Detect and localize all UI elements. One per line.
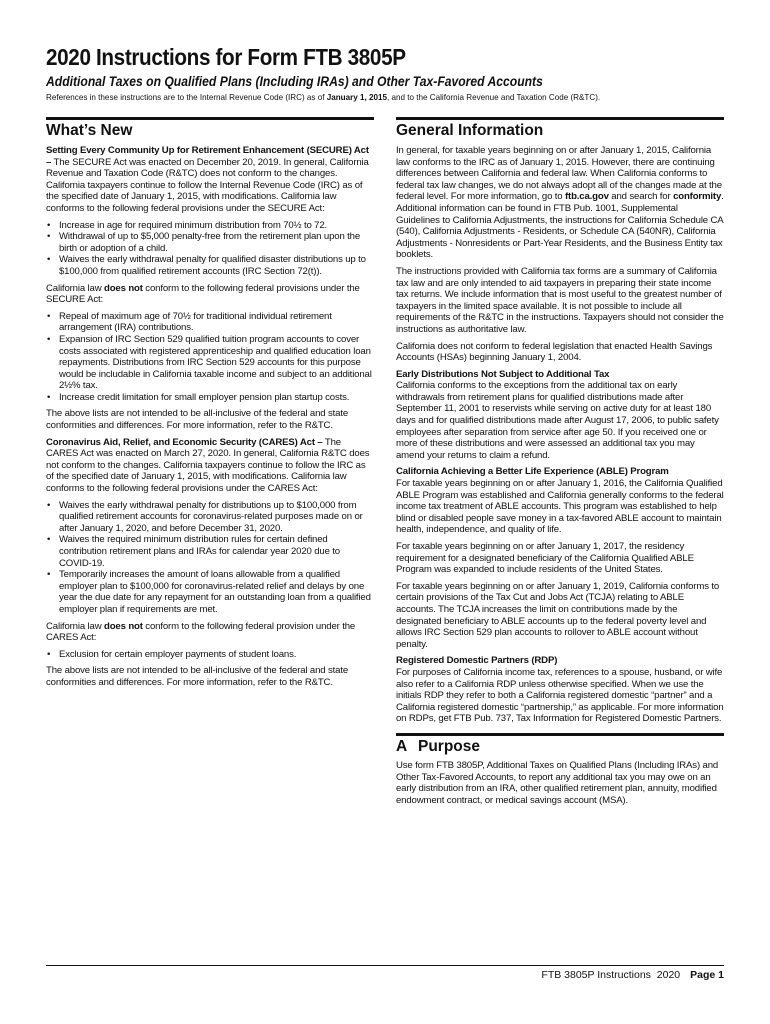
list-item: • Waives the early withdrawal penalty for distributions up to $100,000 from qualified retirement accounts for coronavirus-related purposes made on or after January 1, 2020, and before December 31, 2020. [46,500,374,535]
able-paragraph: For taxable years beginning on or after January 1, 2019, California conforms to certain provisions of the Tax Cut and Jobs Act (TCJA) relating to ABLE accounts. The TCJA increases the limit on contributions made by the designated beneficiary to ABLE accounts up to the federal poverty level and allows IRC Section 529 plan accounts to rollover to ABLE account without penalty. [396,580,720,650]
text: conform to the following federal provision under the CARES Act: [46,620,356,644]
page-footer [46,965,724,981]
refs-date: January 1, 2015 [326,93,388,102]
cares-nonconform-list [46,649,374,661]
list-item: • Expansion of IRC Section 529 qualified tuition program accounts to cover costs associated with registered apprenticeship and qualified education loan repayments. Distributions from IRC Section 529 accounts for this purpose would be includable in California taxable income and subject to an additional 2½% tax. [46,334,374,392]
list-item: • Increase credit limitation for small employer pension plan startup costs. [46,392,374,404]
general-info-paragraph [396,145,724,261]
page-title: 2020 Instructions for Form FTB 3805P [46,44,406,70]
refs-text-end: , and to the California Revenue and Taxation Code (R&TC). [387,93,601,102]
section-subheading: Registered Domestic Partners (RDP) [396,655,558,667]
secure-note: The above lists are not intended to be all-inclusive of the federal and state conformities and differences. For more information, refer to the R&TC. [46,408,349,432]
secure-conform-list [46,220,374,278]
search-term: conformity [673,191,722,203]
text: In general, for taxable years beginning on or after January 1, 2015, California law conforms to the IRC as of January 1, 2015. However, there are continuing differences between California and federal law. When California conforms to federal tax law changes, we do not always adopt all of the changes made at the federal level. For more information, go to [396,145,722,203]
cares-conform-list [46,500,374,616]
refs-text: References in these instructions are to the Internal Revenue Code (IRC) as of [46,93,327,102]
general-info-paragraph: California does not conform to federal legislation that enacted Health Savings Accounts (HSAs) beginning January 1, 2004. [396,340,713,364]
text: For taxable years beginning on or after January 1, 2016, the California Qualified ABLE Program was established and California generally conforms to the federal income tax treatment of ABLE accounts. This program was established to help blind or disabled people save money in a tax-favored ABLE account to maintain health, independence, and quality of life. [396,478,724,536]
purpose-paragraph: Use form FTB 3805P, Additional Taxes on Qualified Plans (Including IRAs) and Other Tax-Favored Accounts, to report any additional tax you may owe on an early distribution from an IRA, other qualified retirement plan, annuity, modified endowment contract, or medical savings account (MSA). [396,759,719,806]
page-subtitle: Additional Taxes on Qualified Plans (Including IRAs) and Other Tax-Favored Accounts [46,74,543,89]
list-item: • Increase in age for required minimum distribution from 70½ to 72. [46,220,374,232]
two-column-body [46,117,724,811]
emphasis: does not [104,282,143,294]
secure-nonconform-list [46,311,374,404]
list-item: • Waives the required minimum distribution rules for certain defined contribution retirement plans and IRAs for calendar year 2020 due to COVID-19. [46,534,374,569]
references-note [46,92,724,103]
cares-act-paragraph [46,437,374,495]
able-section [396,466,724,536]
section-subheading: Early Distributions Not Subject to Additional Tax [396,368,610,380]
emphasis: does not [104,620,143,632]
text: California law [46,620,105,632]
cares-act-text: The CARES Act was enacted on March 27, 2020. In general, California R&TC does not conform to the changes. California taxpayers continue to follow the IRC as of the specified date of January 1, 2015, with modifications. California law conforms to the following federal provisions under the CARES Act: [46,436,370,495]
general-information-heading: General Information [396,117,724,139]
ftb-website-link[interactable]: ftb.ca.gov [564,191,609,203]
list-item: • Withdrawal of up to $5,000 penalty-free from the retirement plan upon the birth or adoption of a child. [46,231,374,254]
section-a-heading [396,738,724,756]
section-title: Purpose [418,737,481,755]
text: For purposes of California income tax, references to a spouse, husband, or wife also refer to a California RDP unless otherwise specified. When we use the initials RDP they refer to both a California registered domestic “partner” and a California registered domestic “partnership,” as applicable. For more information on RDPs, get FTB Pub. 737, Tax Information for Registered Domestic Partners. [396,666,724,725]
cares-nonconform-intro [46,621,374,644]
section-subheading: California Achieving a Better Life Experience (ABLE) Program [396,466,669,478]
section-letter: A [396,737,408,755]
text: . Additional information can be found in FTB Pub. 1001, Supplemental Guidelines to California Adjustments, the instructions for California Schedule CA (540), California Adjustments - Residents, or Schedule CA (540NR), California Adjustments - Nonresidents or Part-Year Residents, and the Business Entity tax booklets. [396,191,724,261]
text: California conforms to the exceptions from the additional tax on early withdrawals from retirement plans for qualified distributions made after September 11, 2001 to reservists while serving on active duty for at least 180 days and for qualified distributions made after August 17, 2006, to public safety employees after separation from service after age 50. If you received one or more of these distributions and were assessed an additional tax you may amend your returns to claim a refund. [396,380,719,461]
page-number: Page 1 [690,969,724,981]
list-item: • Repeal of maximum age of 70½ for traditional individual retirement arrangement (IRA) contributions. [46,311,374,334]
left-column [46,117,374,811]
text: conform to the following federal provisions under the SECURE Act: [46,282,360,306]
list-item: • Temporarily increases the amount of loans allowable from a qualified employer plan to $100,000 for coronavirus-related relief and delays by one year the due date for any repayment for an outstanding loan from a qualified employer plan if requirements are met. [46,569,374,615]
secure-act-text: The SECURE Act was enacted on December 20, 2019. In general, California Revenue and Taxation Code (R&TC) does not conform to the changes. California taxpayers continue to follow the Internal Revenue Code (IRC) as of the specified date of January 1, 2015, with modifications. California law conforms to the following federal provisions under the SECURE Act: [46,156,369,214]
list-item: • Exclusion for certain employer payments of student loans. [46,649,374,661]
cares-act-lead: Coronavirus Aid, Relief, and Economic Security (CARES) Act – [46,436,323,448]
list-item: • Waives the early withdrawal penalty for qualified disaster distributions up to $100,000 from qualified retirement accounts (IRC Section 72(t)). [46,254,374,277]
cares-note: The above lists are not intended to be all-inclusive of the federal and state conformities and differences. For more information, refer to the R&TC. [46,665,349,688]
secure-act-paragraph [46,145,374,215]
able-paragraph: For taxable years beginning on or after January 1, 2017, the residency requirement for a designated beneficiary of the California Qualified ABLE Program was expanded to include residents of the United States. [396,541,694,576]
text: California law [46,282,105,294]
early-distributions-section [396,369,724,462]
whats-new-heading: What’s New [46,117,374,139]
text: and search for [608,191,674,203]
secure-nonconform-intro [46,283,374,306]
section-a-purpose [396,733,724,806]
footer-label: FTB 3805P Instructions 2020 [541,969,681,981]
rdp-section [396,655,724,725]
general-info-paragraph: The instructions provided with California tax forms are a summary of California tax law and are only intended to aid taxpayers in preparing their state income tax returns. We include information that is most useful to the greatest number of taxpayers in the limited space available. It is not possible to include all requirements of the R&TC in the instructions. Taxpayers should not consider the instructions as authoritative law. [396,265,724,335]
secure-act-lead: Setting Every Community Up for Retirement Enhancement (SECURE) Act – [46,145,369,168]
right-column [396,117,724,811]
